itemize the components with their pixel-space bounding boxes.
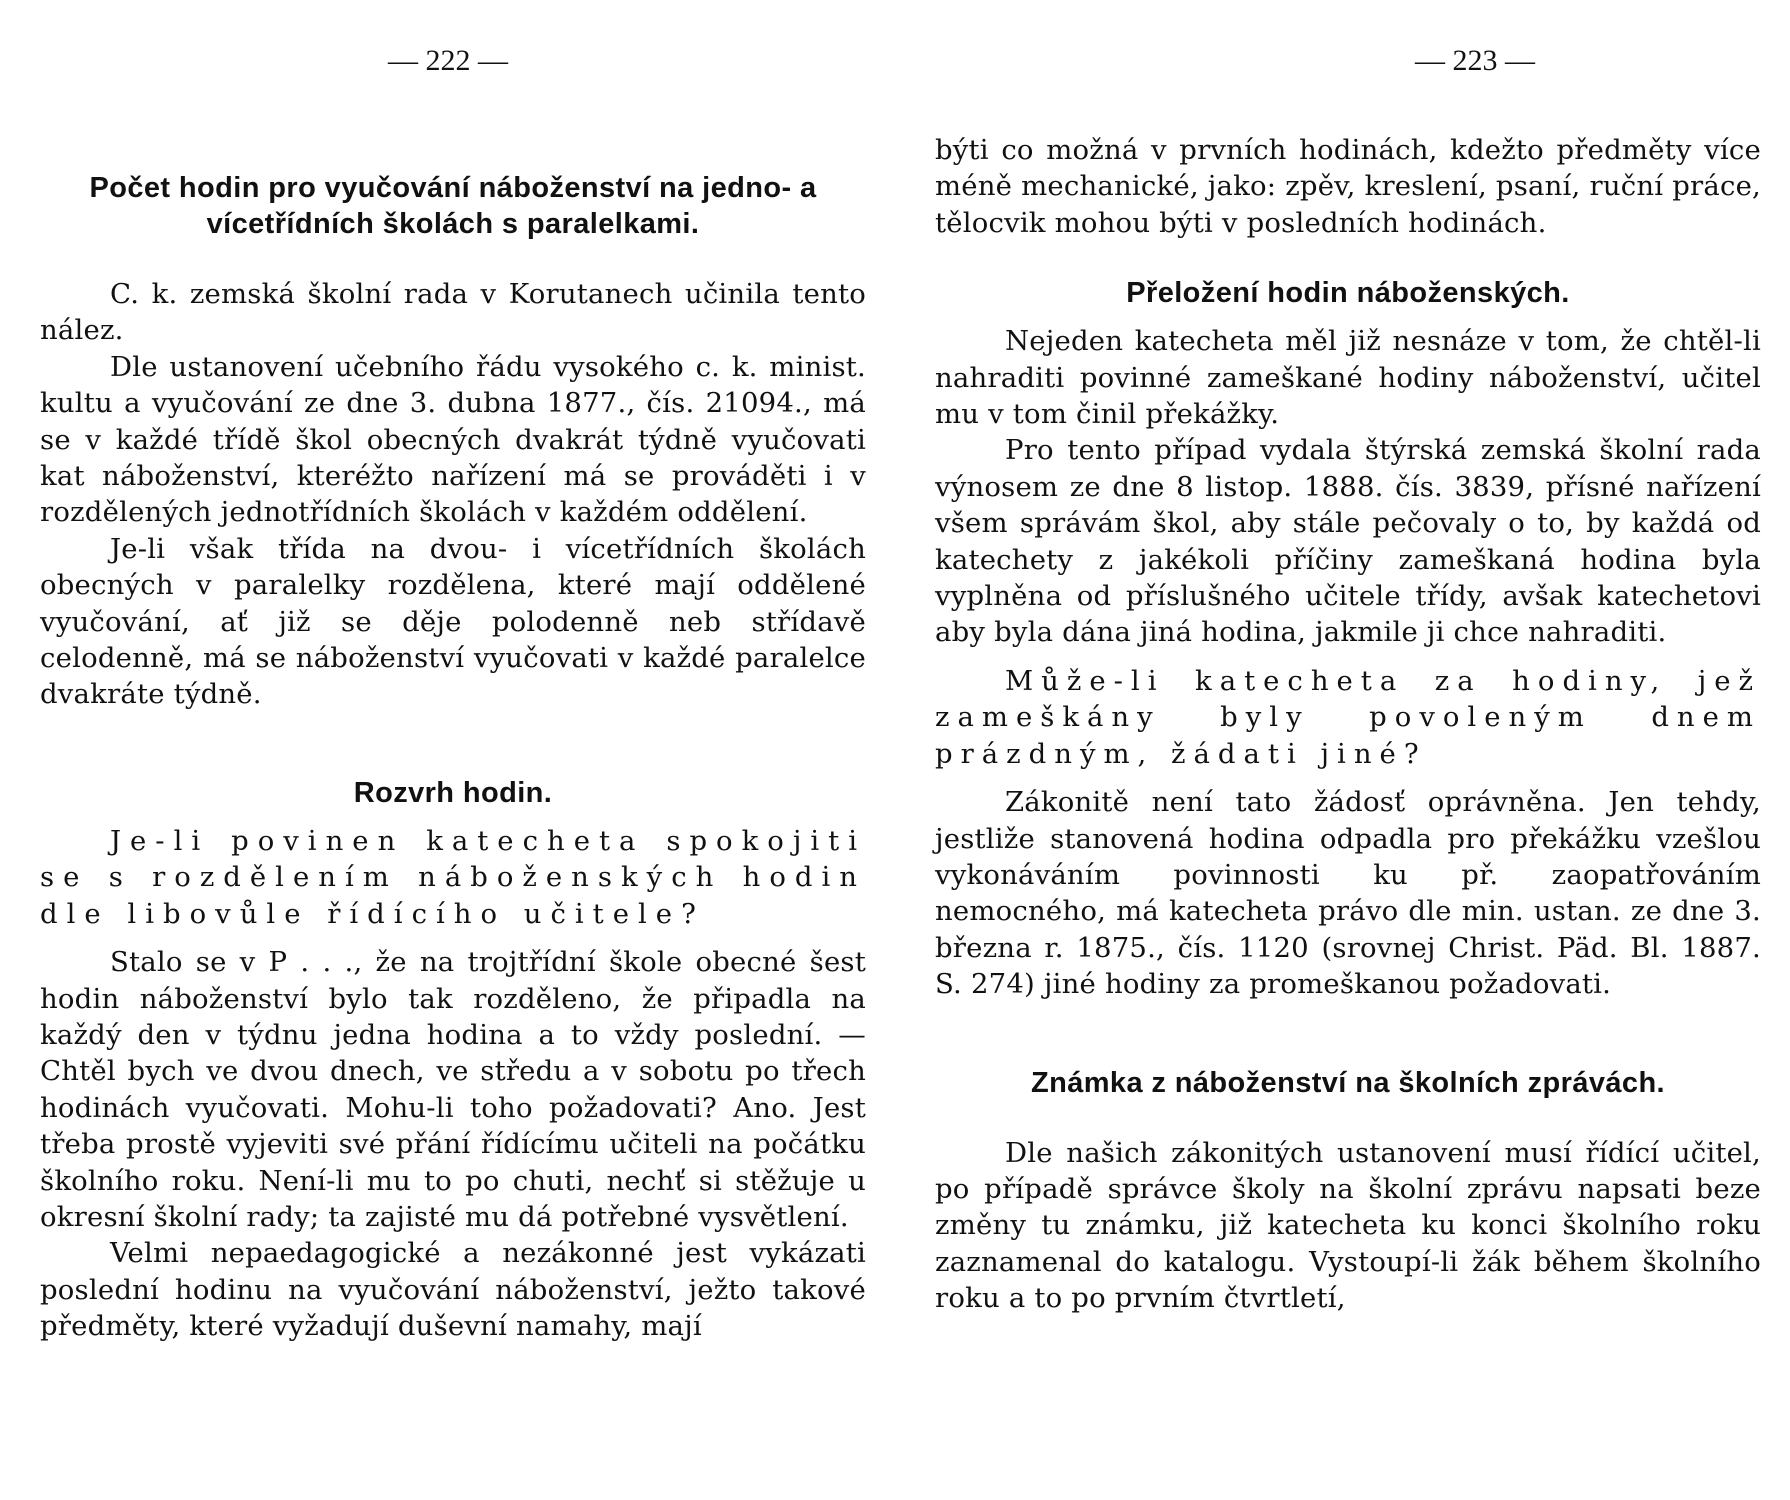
- section-heading-report-grade: Známka z náboženství na školních zprávách.: [1030, 1066, 1666, 1099]
- paragraph-report-grade: Dle našich zákonitých ustanovení musí řídící učitel, po případě správce školy na školní zprávu napsati beze změny tu známku, již katecheta ku konci školního roku zaznamenal do katalogu. Vystoupí-li žák během školního roku a to po prvním čtvrtletí,: [935, 1136, 1761, 1315]
- paragraph-legal-answer: Zákonitě není tato žádosť oprávněna. Jen tehdy, jestliže stanovená hodina odpadla pro překážku vzešlou vykonáváním povinnosti ku př. zaopatřováním nemocného, má katecheta právo dle min. ustan. ze dne 3. března r. 1875., čís. 1120 (srovnej Christ. Päd. Bl. 1887. S. 274) jiné hodiny za promeškanou požadovati.: [935, 786, 1761, 1001]
- section-heading-rescheduling: Přeložení hodin náboženských.: [1126, 277, 1570, 310]
- paragraph-last-hour: Velmi nepaedagogické a nezákonné jest vykázati poslední hodinu na vyučování náboženství, ježto takové předměty, které vyžadují duševní namahy, mají: [40, 1237, 866, 1343]
- paragraph-parallel-classes: Je-li však třída na dvou- i vícetřídních školách obecných v paralelky rozdělena, které mají oddělené vyučování, ať již se děje polodenně neb střídavě celodenně, má se náboženství vyučovati v každé paralelce dvakráte týdně.: [40, 532, 866, 711]
- page-number-left: — 222 —: [388, 44, 508, 77]
- paragraph-styrian-decree: Pro tento případ vydala štýrská zemská školní rada výnosem ze dne 8 listop. 1888. čís. 3839, přísné nařízení všem správám škol, aby stále pečovaly o to, by každá od katechety z jakékoli příčiny zameškaná hodina byla vyplněna od příslušného učitele třídy, avšak katechetovi aby byla dána jiná hodina, jakmile ji chce nahraditi.: [935, 434, 1761, 649]
- question-holiday-hours: Může-li katecheta za hodiny, jež zameškány byly povoleným dnem prázdným, žádati jiné?: [935, 664, 1761, 770]
- paragraph-continuation: býti co možná v prvních hodinách, kdežto předměty více méně mechanické, jako: zpěv, kreslení, psaní, ruční práce, tělocvik mohou býti v posledních hodinách.: [935, 134, 1761, 239]
- right-text-column: [935, 132, 1761, 1317]
- paragraph-curriculum-order: Dle ustanovení učebního řádu vysokého c. k. minist. kultu a vyučování ze dne 3. dubna 1877., čís. 21094., má se v každé třídě škol obecných dvakrát týdně vyučovati kat náboženství, kteréžto nařízení má se prováděti i v rozdělených jednotřídních školách v každém oddělení.: [40, 350, 866, 529]
- page-number-right: — 223 —: [1415, 44, 1535, 77]
- question-timetable: Je-li povinen katecheta spokojiti se s rozdělením náboženských hodin dle libovůle řídícího učitele?: [40, 824, 866, 930]
- paragraph-carinthia-ruling: C. k. zemská školní rada v Korutanech učinila tento nález.: [40, 278, 866, 347]
- right-page: [895, 0, 1790, 1500]
- paragraph-catechist-difficulties: Nejeden katecheta měl již nesnáze v tom, že chtěl-li nahraditi povinné zameškané hodiny náboženství, učitel mu v tom činil překážky.: [935, 325, 1761, 431]
- paragraph-case-p: Stalo se v P . . ., že na trojtřídní škole obecné šest hodin náboženství bylo tak rozděleno, že připadla na každý den v týdnu jedna hodina a to vždy poslední. — Chtěl bych ve dvou dnech, ve středu a v sobotu po třech hodinách vyučovati. Mohu-li toho požadovati? Ano. Jest třeba prostě vyjeviti své přání řídícímu učiteli na počátku školního roku. Není-li mu to po chuti, nechť si stěžuje u okresní školní rady; ta zajisté mu dá potřebné vysvětlení.: [40, 946, 866, 1233]
- left-text-column: [40, 170, 866, 1345]
- section-heading-timetable: Rozvrh hodin.: [353, 776, 553, 809]
- section-heading-lesson-count: Počet hodin pro vyučování náboženství na jedno- a vícetřídních školách s paralelkami.: [89, 172, 817, 240]
